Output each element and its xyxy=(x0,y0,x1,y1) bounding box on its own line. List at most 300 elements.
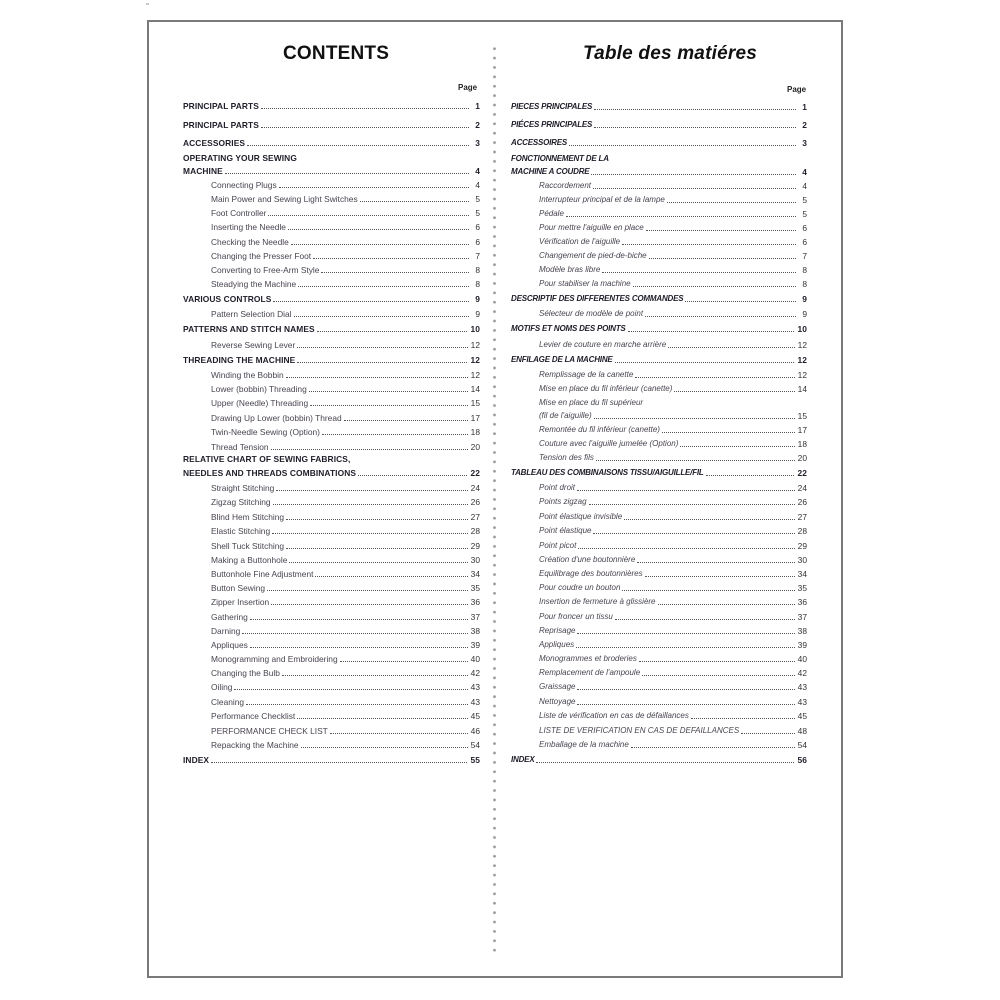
toc-entry xyxy=(211,263,480,275)
toc-entry xyxy=(211,235,480,247)
toc-entry-title: Sélecteur de modèle de point xyxy=(539,309,644,318)
toc-entry-page-number: 36 xyxy=(797,597,807,607)
toc-entry-page-number: 12 xyxy=(797,370,807,380)
dot-leader xyxy=(358,474,467,476)
toc-entry xyxy=(211,396,480,408)
toc-entry xyxy=(211,338,480,350)
toc-entry-page-number: 4 xyxy=(475,166,480,176)
dot-leader xyxy=(593,532,794,534)
toc-entry-page-number: 8 xyxy=(475,279,480,289)
toc-entry xyxy=(539,307,807,319)
toc-entry xyxy=(539,539,807,551)
toc-entry-title: PERFORMANCE CHECK LIST xyxy=(211,726,328,736)
toc-entry-title: Raccordement xyxy=(539,181,592,190)
dot-leader xyxy=(569,144,796,146)
toc-entry-title: Remontée du fil inférieur (canette) xyxy=(539,425,660,434)
dot-leader xyxy=(602,271,796,273)
toc-entry-page-number: 17 xyxy=(470,413,480,423)
dot-leader xyxy=(593,187,796,189)
toc-entry xyxy=(511,353,807,365)
toc-entry-title: Performance Checklist xyxy=(211,711,296,721)
toc-entry-page-number: 6 xyxy=(802,223,807,233)
toc-entry-title: Remplacement de l'ampoule xyxy=(539,668,641,677)
toc-entry-title: PIÉCES PRINCIPALES xyxy=(511,120,593,129)
dot-leader xyxy=(633,285,796,287)
toc-entry-title: Mise en place du fil supérieur xyxy=(539,398,644,407)
dot-leader xyxy=(577,688,794,690)
dot-leader xyxy=(577,489,795,491)
dot-leader xyxy=(667,201,796,203)
toc-entry-page-number: 29 xyxy=(797,541,807,551)
dot-leader xyxy=(680,445,794,447)
toc-entry xyxy=(539,423,807,435)
toc-entry xyxy=(183,151,480,163)
dot-leader xyxy=(691,717,795,719)
toc-entry-page-number: 5 xyxy=(475,194,480,204)
toc-entry xyxy=(539,666,807,678)
dot-leader xyxy=(706,474,795,476)
toc-entry xyxy=(539,652,807,664)
contents-title: CONTENTS xyxy=(283,43,390,64)
dot-leader xyxy=(247,144,469,146)
toc-entry-title: Converting to Free-Arm Style xyxy=(211,265,320,275)
toc-entry xyxy=(539,263,807,275)
toc-entry-page-number: 24 xyxy=(470,483,480,493)
toc-entry xyxy=(211,638,480,650)
toc-entry xyxy=(539,524,807,536)
toc-entry-page-number: 37 xyxy=(797,612,807,622)
toc-entry-title: Darning xyxy=(211,626,241,636)
toc-entry-title: Shell Tuck Stitching xyxy=(211,541,285,551)
toc-entry-page-number: 54 xyxy=(797,740,807,750)
dot-leader xyxy=(645,315,796,317)
toc-entry xyxy=(539,610,807,622)
toc-entry xyxy=(211,425,480,437)
toc-entry xyxy=(211,610,480,622)
toc-entry xyxy=(539,249,807,261)
dot-leader xyxy=(271,448,468,450)
toc-entry-title: OPERATING YOUR SEWING xyxy=(183,153,297,163)
dot-leader xyxy=(225,172,469,174)
toc-entry-page-number: 42 xyxy=(470,668,480,678)
toc-entry xyxy=(211,510,480,522)
toc-entry-page-number: 42 xyxy=(797,668,807,678)
toc-entry-page-number: 4 xyxy=(475,180,480,190)
toc-entry-page-number: 5 xyxy=(802,195,807,205)
toc-entry-title: THREADING THE MACHINE xyxy=(183,355,296,365)
toc-entry-page-number: 45 xyxy=(470,711,480,721)
toc-entry-page-number: 3 xyxy=(475,138,480,148)
dot-leader xyxy=(211,761,467,763)
toc-entry-page-number: 40 xyxy=(470,654,480,664)
toc-entry-page-number: 45 xyxy=(797,711,807,721)
toc-entry-title: Connecting Plugs xyxy=(211,180,277,190)
dot-leader xyxy=(294,315,469,317)
table-des-matieres-title: Table des matiéres xyxy=(583,43,757,64)
toc-entry xyxy=(211,652,480,664)
dot-leader xyxy=(261,107,469,109)
toc-entry-title: Changement de pied-de-biche xyxy=(539,251,647,260)
toc-entry xyxy=(539,595,807,607)
toc-entry-title: (fil de l'aiguille) xyxy=(539,411,592,420)
toc-entry xyxy=(539,437,807,449)
dot-leader xyxy=(576,646,795,648)
toc-entry xyxy=(539,451,807,463)
toc-entry xyxy=(539,567,807,579)
toc-entry xyxy=(211,368,480,380)
dot-leader xyxy=(615,361,795,363)
toc-entry-title: Winding the Bobbin xyxy=(211,370,284,380)
toc-entry-page-number: 12 xyxy=(470,355,480,365)
toc-entry-page-number: 36 xyxy=(470,597,480,607)
toc-entry xyxy=(211,495,480,507)
dot-leader xyxy=(646,229,796,231)
toc-entry xyxy=(539,481,807,493)
toc-entry-title: Point droit xyxy=(539,483,576,492)
dot-leader xyxy=(622,589,794,591)
toc-entry xyxy=(511,165,807,177)
toc-entry-title: Lower (bobbin) Threading xyxy=(211,384,307,394)
toc-entry xyxy=(539,382,807,394)
scan-speck xyxy=(146,3,149,5)
dot-leader xyxy=(250,618,468,620)
toc-entry-title: Buttonhole Fine Adjustment xyxy=(211,569,314,579)
column-divider xyxy=(493,44,496,954)
toc-entry-page-number: 17 xyxy=(797,425,807,435)
toc-entry xyxy=(183,353,480,365)
toc-entry-title: Reverse Sewing Lever xyxy=(211,340,296,350)
toc-entry-title: Modèle bras libre xyxy=(539,265,601,274)
toc-entry-title: FONCTIONNEMENT DE LA xyxy=(511,154,609,163)
toc-entry xyxy=(511,100,807,112)
toc-entry xyxy=(183,466,480,478)
toc-entry-page-number: 1 xyxy=(802,102,807,112)
dot-leader xyxy=(536,761,794,763)
toc-entry xyxy=(539,368,807,380)
toc-entry xyxy=(211,695,480,707)
dot-leader xyxy=(624,518,795,520)
dot-leader xyxy=(645,405,796,406)
toc-entry-page-number: 3 xyxy=(802,138,807,148)
toc-entry-title: Insertion de fermeture à glissière xyxy=(539,597,656,606)
toc-entry-title: Changing the Bulb xyxy=(211,668,280,678)
toc-entry-page-number: 6 xyxy=(475,222,480,232)
dot-leader xyxy=(286,518,468,520)
toc-entry-page-number: 12 xyxy=(797,355,807,365)
dot-leader xyxy=(649,257,796,259)
toc-entry xyxy=(211,680,480,692)
dot-leader xyxy=(286,547,468,549)
dot-leader xyxy=(658,603,795,605)
dot-leader xyxy=(273,503,468,505)
toc-entry xyxy=(539,553,807,565)
toc-entry xyxy=(539,221,807,233)
toc-entry-title: Reprisage xyxy=(539,626,576,635)
toc-entry-title: Monogrammes et broderies xyxy=(539,654,637,663)
toc-entry-title: Point picot xyxy=(539,541,577,550)
toc-entry xyxy=(511,118,807,130)
dot-leader xyxy=(360,200,469,202)
toc-entry-page-number: 43 xyxy=(470,697,480,707)
toc-entry xyxy=(539,409,807,421)
toc-entry-page-number: 8 xyxy=(802,265,807,275)
toc-entry xyxy=(183,322,480,334)
toc-entry xyxy=(539,495,807,507)
toc-entry-page-number: 7 xyxy=(475,251,480,261)
dot-leader xyxy=(288,228,469,230)
dot-leader xyxy=(282,674,468,676)
dot-leader xyxy=(591,173,796,175)
toc-entry-title: MACHINE xyxy=(183,166,223,176)
toc-entry xyxy=(211,481,480,493)
toc-entry-page-number: 30 xyxy=(797,555,807,565)
toc-entry-page-number: 38 xyxy=(470,626,480,636)
toc-entry-page-number: 2 xyxy=(802,120,807,130)
dot-leader xyxy=(286,376,468,378)
toc-entry xyxy=(511,753,807,765)
toc-entry-title: Drawing Up Lower (bobbin) Thread xyxy=(211,413,342,423)
toc-entry xyxy=(211,220,480,232)
dot-leader xyxy=(279,186,469,188)
dot-leader xyxy=(315,575,467,577)
toc-entry-page-number: 27 xyxy=(470,512,480,522)
toc-entry xyxy=(211,709,480,721)
toc-entry-page-number: 15 xyxy=(797,411,807,421)
dot-leader xyxy=(276,489,467,491)
toc-entry-page-number: 14 xyxy=(797,384,807,394)
toc-entry-page-number: 55 xyxy=(470,755,480,765)
toc-entry-page-number: 9 xyxy=(802,309,807,319)
dot-leader xyxy=(596,459,795,461)
toc-entry-page-number: 8 xyxy=(802,279,807,289)
toc-entry-title: Point élastique xyxy=(539,526,592,535)
toc-entry-title: INDEX xyxy=(183,755,210,765)
toc-entry xyxy=(539,338,807,350)
dot-leader xyxy=(566,215,796,217)
toc-entry-page-number: 43 xyxy=(797,697,807,707)
toc-entry-page-number: 40 xyxy=(797,654,807,664)
dot-leader xyxy=(637,561,794,563)
toc-entry-title: Main Power and Sewing Light Switches xyxy=(211,194,358,204)
toc-entry-title: Zigzag Stitching xyxy=(211,497,271,507)
dot-leader xyxy=(291,243,469,245)
toc-entry-page-number: 28 xyxy=(470,526,480,536)
toc-entry-title: Pour stabiliser la machine xyxy=(539,279,631,288)
toc-entry-page-number: 34 xyxy=(470,569,480,579)
toc-entry-page-number: 34 xyxy=(797,569,807,579)
dot-leader xyxy=(246,703,468,705)
dot-leader xyxy=(589,503,795,505)
toc-entry xyxy=(211,382,480,394)
toc-entry xyxy=(539,709,807,721)
toc-entry-title: VARIOUS CONTROLS xyxy=(183,294,272,304)
dot-leader xyxy=(267,589,468,591)
toc-entry xyxy=(539,638,807,650)
dot-leader xyxy=(297,361,467,363)
toc-entry-page-number: 22 xyxy=(470,468,480,478)
toc-entry-title: NEEDLES AND THREADS COMBINATIONS xyxy=(183,468,357,478)
toc-entry-page-number: 28 xyxy=(797,526,807,536)
dot-leader xyxy=(321,271,469,273)
toc-entry-title: Button Sewing xyxy=(211,583,266,593)
dot-leader xyxy=(330,732,468,734)
toc-entry-page-number: 1 xyxy=(475,101,480,111)
toc-entry xyxy=(539,581,807,593)
toc-entry xyxy=(539,193,807,205)
dot-leader xyxy=(273,300,469,302)
dot-leader xyxy=(301,746,468,748)
dot-leader xyxy=(352,461,469,462)
dot-leader xyxy=(297,346,467,348)
toc-entry-title: Graissage xyxy=(539,682,576,691)
toc-entry xyxy=(183,164,480,176)
toc-entry-title: ACCESSORIES xyxy=(183,138,246,148)
toc-entry xyxy=(539,738,807,750)
toc-entry-page-number: 48 xyxy=(797,726,807,736)
toc-entry-title: Levier de couture en marche arrière xyxy=(539,340,667,349)
toc-entry-title: Inserting the Needle xyxy=(211,222,286,232)
toc-entry-page-number: 6 xyxy=(475,237,480,247)
toc-entry-page-number: 2 xyxy=(475,120,480,130)
toc-entry xyxy=(511,152,807,164)
english-page-column-header: Page xyxy=(458,83,478,92)
toc-entry-title: Steadying the Machine xyxy=(211,279,297,289)
dot-leader xyxy=(662,431,795,433)
dot-leader xyxy=(242,632,467,634)
dot-leader xyxy=(594,417,795,419)
toc-entry-page-number: 56 xyxy=(797,755,807,765)
toc-entry xyxy=(539,624,807,636)
toc-entry xyxy=(511,322,807,334)
toc-entry xyxy=(211,567,480,579)
toc-entry-page-number: 10 xyxy=(797,324,807,334)
dot-leader xyxy=(578,547,794,549)
dot-leader xyxy=(322,433,468,435)
toc-entry-title: Upper (Needle) Threading xyxy=(211,398,309,408)
dot-leader xyxy=(577,703,794,705)
toc-entry-page-number: 9 xyxy=(802,294,807,304)
toc-entry xyxy=(211,539,480,551)
toc-entry xyxy=(539,695,807,707)
toc-entry-title: Couture avec l'aiguille jumelée (Option) xyxy=(539,439,679,448)
toc-entry-title: Nettoyage xyxy=(539,697,576,706)
toc-entry xyxy=(539,396,807,408)
dot-leader xyxy=(313,257,469,259)
toc-entry xyxy=(211,738,480,750)
toc-entry-title: Point élastique invisible xyxy=(539,512,623,521)
toc-entry-title: Création d'une boutonnière xyxy=(539,555,636,564)
toc-entry-title: Foot Controller xyxy=(211,208,267,218)
toc-entry-page-number: 12 xyxy=(470,340,480,350)
toc-entry-page-number: 12 xyxy=(470,370,480,380)
toc-entry-title: Twin-Needle Sewing (Option) xyxy=(211,427,320,437)
toc-entry xyxy=(211,624,480,636)
toc-entry-title: Checking the Needle xyxy=(211,237,289,247)
dot-leader xyxy=(674,390,794,392)
toc-entry-title: RELATIVE CHART OF SEWING FABRICS, xyxy=(183,454,351,464)
toc-entry-page-number: 27 xyxy=(797,512,807,522)
dot-leader xyxy=(272,532,468,534)
dot-leader xyxy=(298,285,469,287)
toc-entry xyxy=(211,553,480,565)
toc-entry xyxy=(511,136,807,148)
toc-entry xyxy=(183,99,480,111)
toc-entry-title: Pour mettre l'aiguille en place xyxy=(539,223,644,232)
toc-entry-title: Pour froncer un tissu xyxy=(539,612,613,621)
toc-entry-page-number: 29 xyxy=(470,541,480,551)
toc-entry xyxy=(211,724,480,736)
toc-entry-title: Vérification de l'aiguille xyxy=(539,237,621,246)
toc-entry-page-number: 4 xyxy=(802,181,807,191)
toc-entry-page-number: 26 xyxy=(470,497,480,507)
toc-entry xyxy=(183,292,480,304)
toc-entry-page-number: 22 xyxy=(797,468,807,478)
dot-leader xyxy=(309,390,468,392)
toc-entry xyxy=(539,724,807,736)
dot-leader xyxy=(615,618,795,620)
toc-entry-page-number: 6 xyxy=(802,237,807,247)
toc-entry-page-number: 12 xyxy=(797,340,807,350)
toc-entry-title: Pattern Selection Dial xyxy=(211,309,292,319)
toc-entry-page-number: 4 xyxy=(802,167,807,177)
toc-entry xyxy=(183,136,480,148)
toc-entry-title: PRINCIPAL PARTS xyxy=(183,101,259,111)
toc-entry-title: PRINCIPAL PARTS xyxy=(183,120,259,130)
toc-entry-page-number: 39 xyxy=(470,640,480,650)
toc-entry-page-number: 43 xyxy=(797,682,807,692)
dot-leader xyxy=(635,376,794,378)
toc-entry-title: Tension des fils xyxy=(539,453,594,462)
toc-entry-page-number: 18 xyxy=(797,439,807,449)
dot-leader xyxy=(289,561,467,563)
toc-entry xyxy=(539,207,807,219)
toc-entry-title: Monogramming and Embroidering xyxy=(211,654,338,664)
toc-entry-page-number: 5 xyxy=(475,208,480,218)
toc-entry-title: Gathering xyxy=(211,612,248,622)
toc-entry-page-number: 24 xyxy=(797,483,807,493)
toc-entry xyxy=(211,581,480,593)
toc-entry-page-number: 7 xyxy=(802,251,807,261)
toc-entry-title: INDEX xyxy=(511,755,535,764)
toc-entry-title: Straight Stitching xyxy=(211,483,275,493)
toc-entry xyxy=(211,307,480,319)
dot-leader xyxy=(594,126,796,128)
toc-entry-title: PIECES PRINCIPALES xyxy=(511,102,593,111)
toc-entry xyxy=(211,595,480,607)
toc-entry xyxy=(511,466,807,478)
dot-leader xyxy=(741,732,794,734)
toc-entry-title: Emballage de la machine xyxy=(539,740,629,749)
toc-entry xyxy=(211,206,480,218)
toc-entry xyxy=(539,277,807,289)
toc-entry-page-number: 54 xyxy=(470,740,480,750)
toc-entry-title: PATTERNS AND STITCH NAMES xyxy=(183,324,315,334)
toc-entry xyxy=(211,178,480,190)
toc-entry-title: Interrupteur principal et de la lampe xyxy=(539,195,665,204)
dot-leader xyxy=(317,330,468,332)
toc-entry-title: Cleaning xyxy=(211,697,245,707)
dot-leader xyxy=(234,688,467,690)
toc-entry xyxy=(539,680,807,692)
toc-entry-title: ENFILAGE DE LA MACHINE xyxy=(511,355,613,364)
toc-entry-page-number: 35 xyxy=(797,583,807,593)
toc-entry-page-number: 20 xyxy=(797,453,807,463)
toc-entry-title: Zipper Insertion xyxy=(211,597,270,607)
dot-leader xyxy=(261,126,469,128)
toc-entry-title: Repacking the Machine xyxy=(211,740,299,750)
toc-entry-title: Equilibrage des boutonnières xyxy=(539,569,643,578)
toc-entry-title: MACHINE A COUDRE xyxy=(511,167,590,176)
